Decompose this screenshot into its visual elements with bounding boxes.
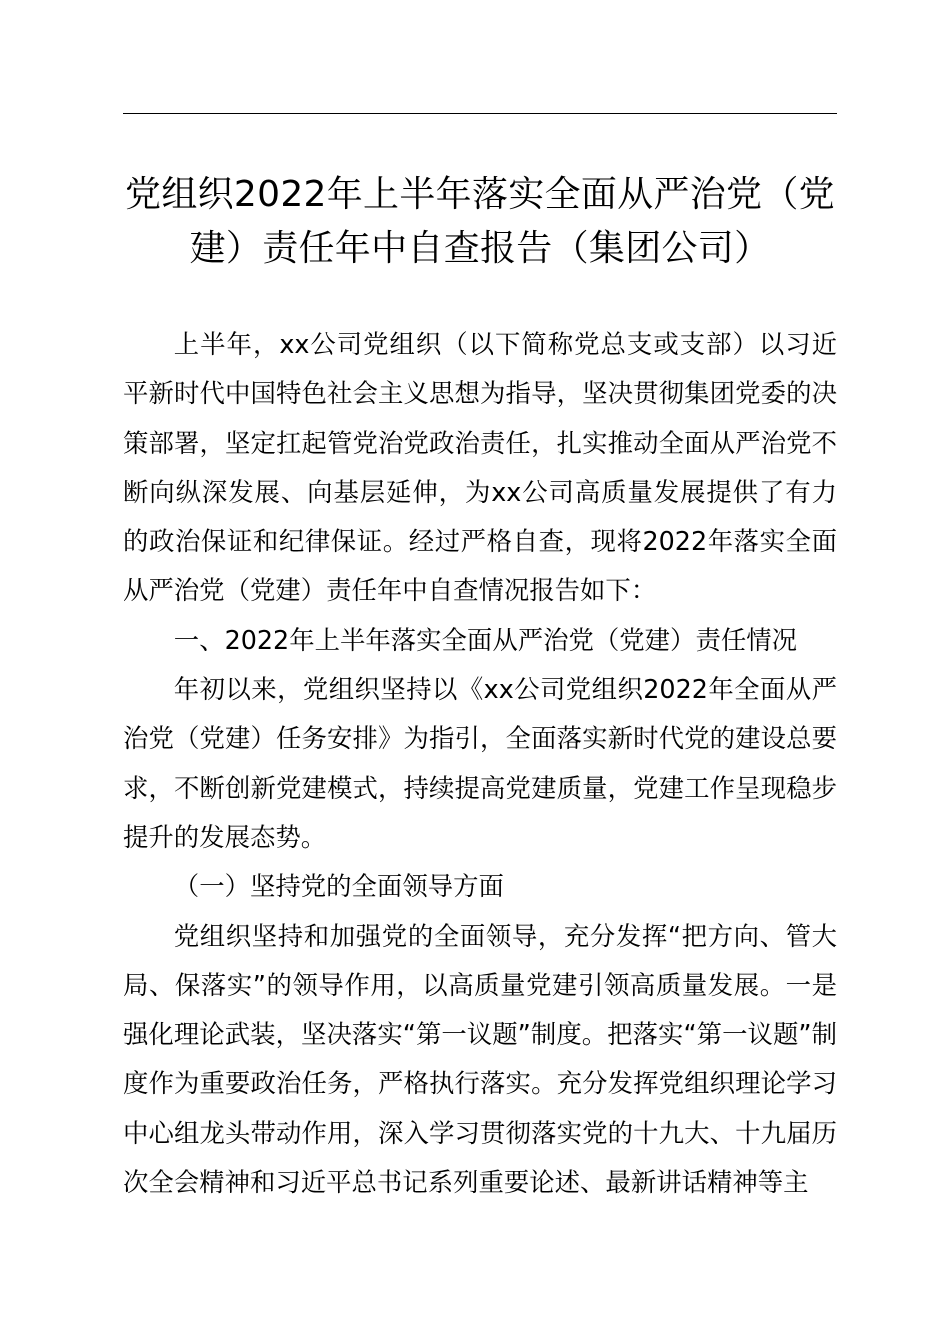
paragraph-intro: 上半年，xx公司党组织（以下简称党总支或支部）以习近平新时代中国特色社会主义思想为指导，坚决贯彻集团党委的决策部署，坚定扛起管党治党政治责任，扎实推动全面从严治党不断向纵深发展、向基层延伸，为xx公司高质量发展提供了有力的政治保证和纪律保证。经过严格自查，现将2022年落实全面从严治党（党建）责任年中自查情况报告如下： xyxy=(123,329,837,606)
subsection-heading-1: （一）坚持党的全面领导方面 xyxy=(173,871,504,902)
document-body xyxy=(123,320,837,1207)
paragraph-subsection-1: 党组织坚持和加强党的全面领导，充分发挥“把方向、管大局、保落实”的领导作用，以高质量党建引领高质量发展。一是强化理论武装，坚决落实“第一议题”制度。把落实“第一议题”制度作为重要政治任务，严格执行落实。充分发挥党组织理论学习中心组龙头带动作用，深入学习贯彻落实党的十九大、十九届历次全会精神和习近平总书记系列重要论述、最新讲话精神等主 xyxy=(123,920,837,1198)
header-rule xyxy=(123,113,837,114)
paragraph-section-1: 年初以来，党组织坚持以《xx公司党组织2022年全面从严治党（党建）任务安排》为指引，全面落实新时代党的建设总要求，不断创新党建模式，持续提高党建质量，党建工作呈现稳步提升的发展态势。 xyxy=(123,674,837,852)
document-title: 党组织2022年上半年落实全面从严治党（党建）责任年中自查报告（集团公司） xyxy=(125,174,835,269)
section-heading-1: 一、2022年上半年落实全面从严治党（党建）责任情况 xyxy=(173,624,798,655)
